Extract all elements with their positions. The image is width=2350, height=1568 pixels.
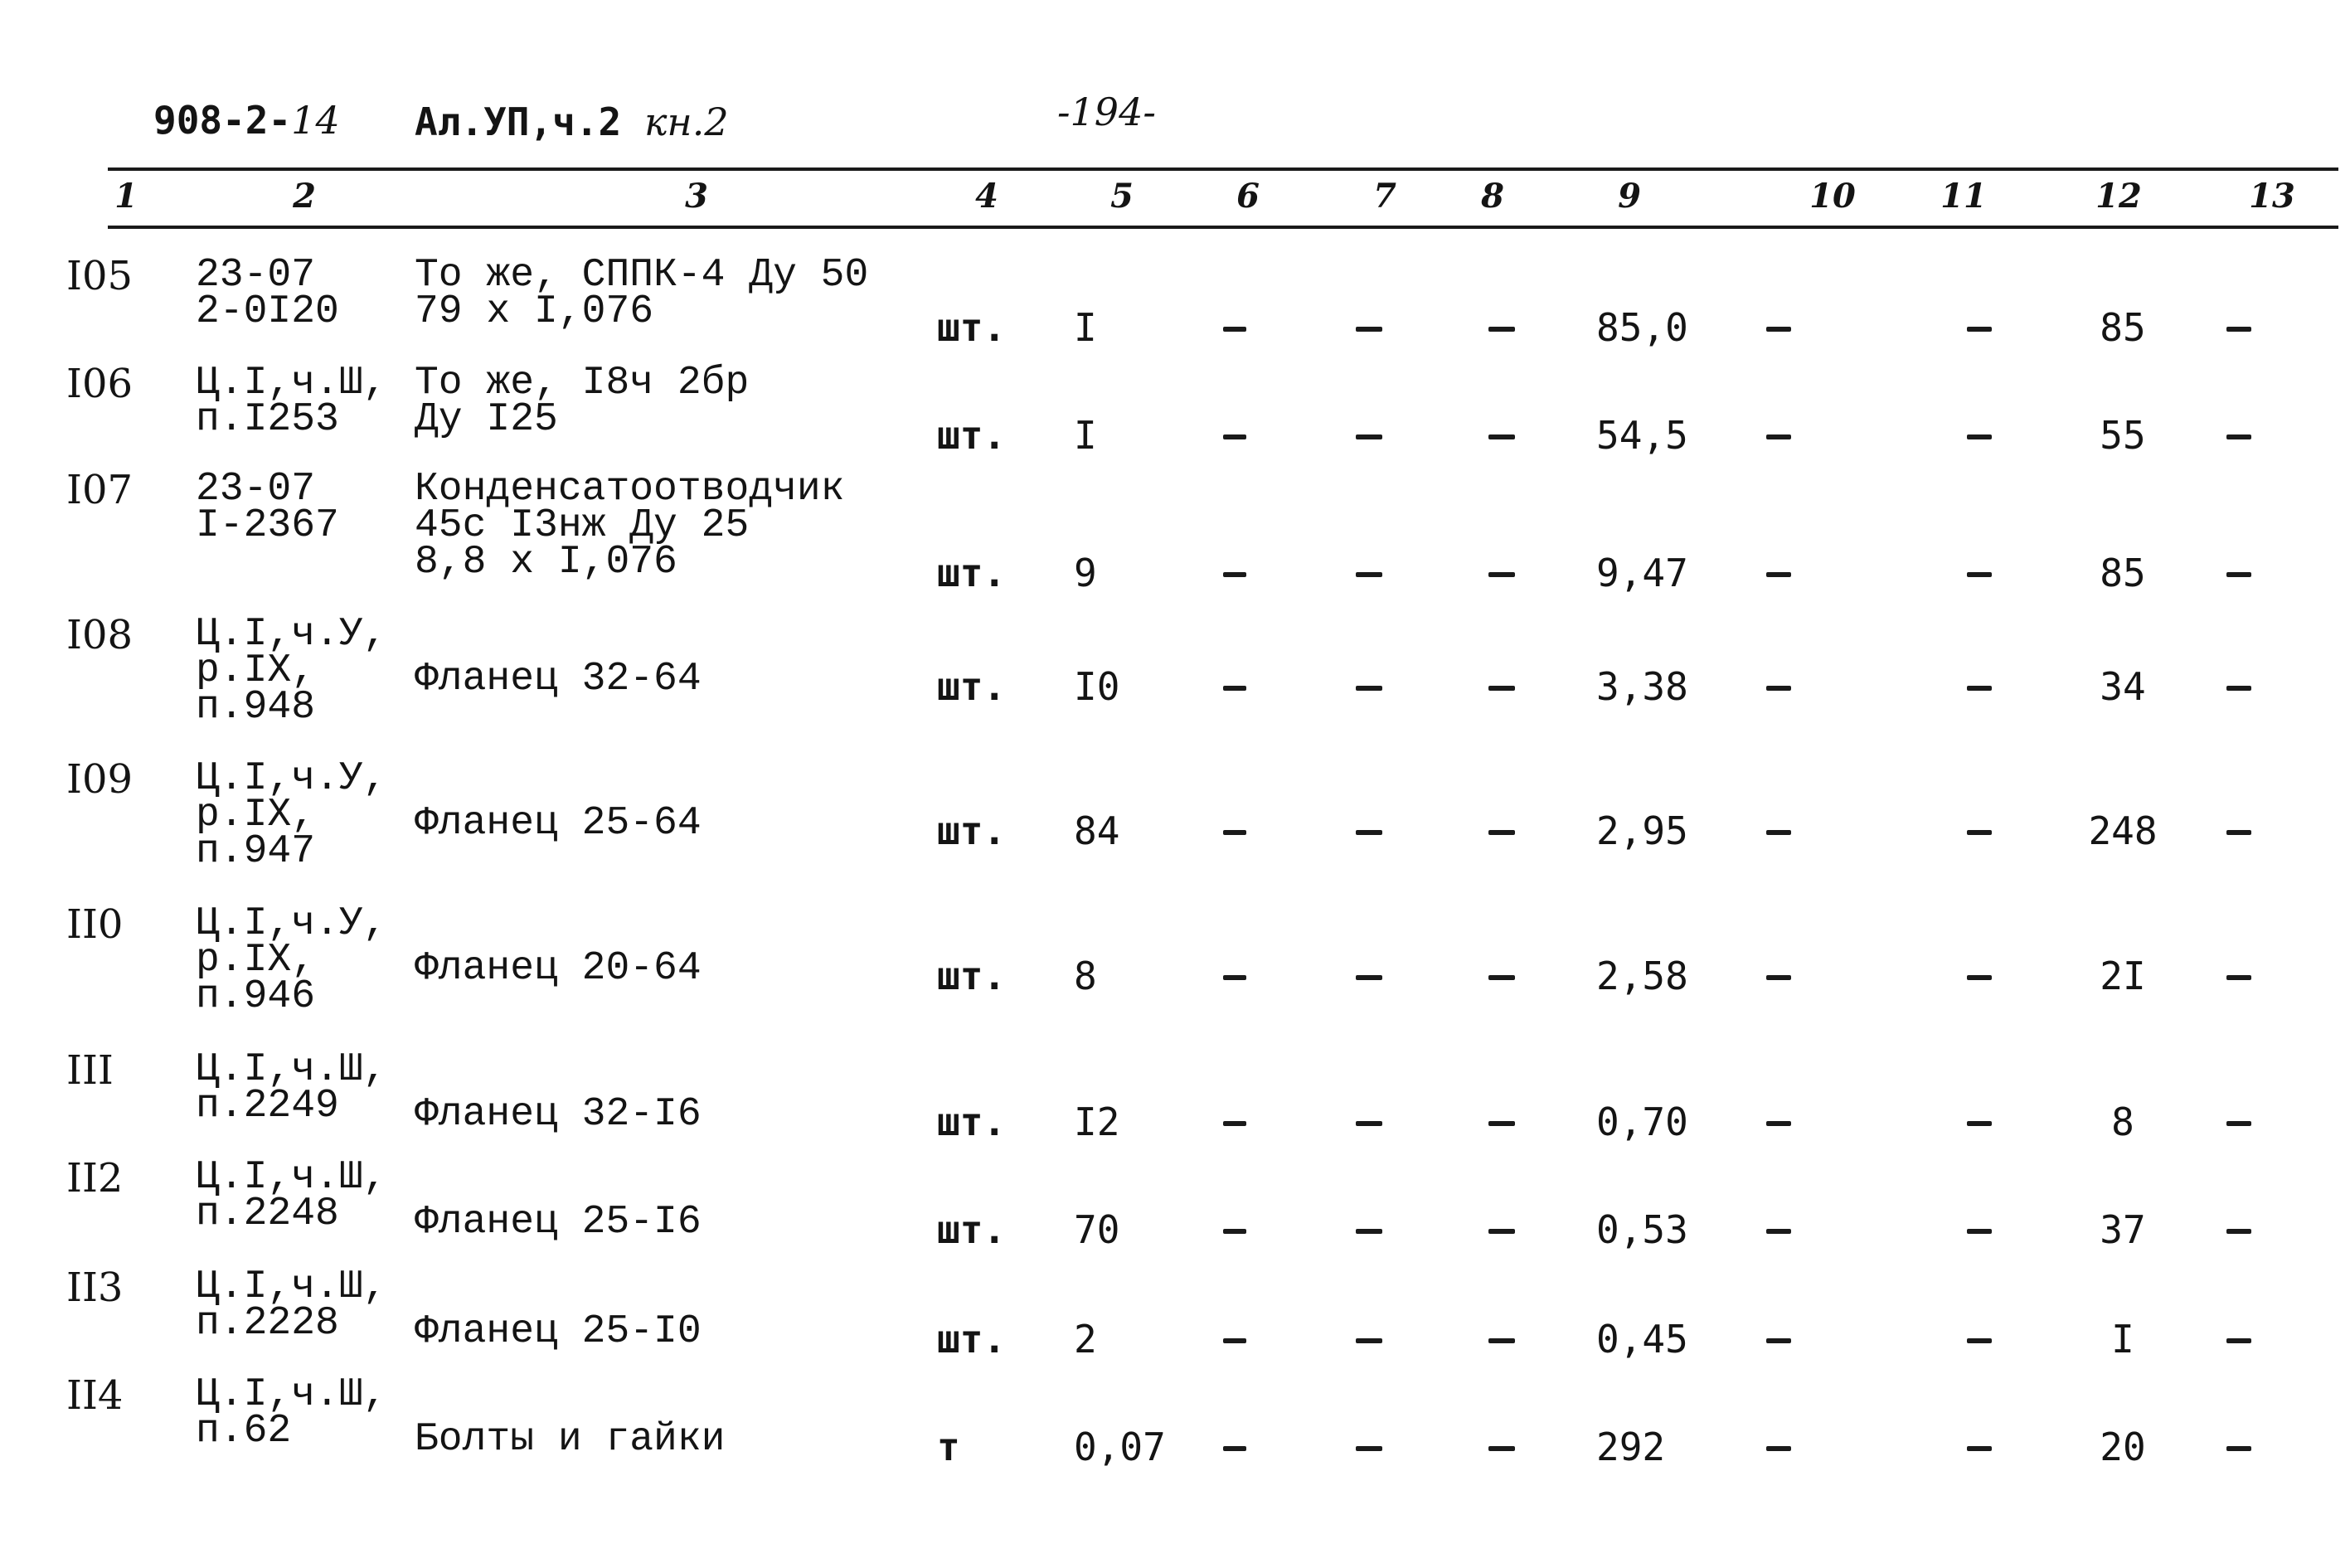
unit-of-measure: шт. xyxy=(937,1207,1007,1252)
price-reference-line: Ц.I,ч.У, xyxy=(196,756,387,801)
price-reference xyxy=(196,1155,387,1236)
price-reference-line: Ц.I,ч.Ш, xyxy=(196,1047,387,1092)
empty-cell-dash xyxy=(1223,1121,1246,1126)
item-name-line: 8,8 х I,076 xyxy=(415,540,677,585)
total-value: 248 xyxy=(2088,808,2158,853)
empty-cell-dash xyxy=(1766,1446,1791,1451)
price-reference-line: 23-07 xyxy=(196,467,316,512)
empty-cell-dash xyxy=(1488,434,1515,439)
unit-of-measure: шт. xyxy=(937,1317,1007,1362)
unit-value: 2,95 xyxy=(1596,808,1688,853)
price-reference-line: Ц.I,ч.У, xyxy=(196,612,387,657)
quantity-value: 0,07 xyxy=(1074,1425,1166,1469)
price-reference xyxy=(196,612,387,730)
item-name-line: 79 х I,076 xyxy=(415,289,654,334)
unit-value: 54,5 xyxy=(1596,413,1688,458)
unit-value: 3,38 xyxy=(1596,664,1688,709)
empty-cell-dash xyxy=(2226,975,2251,980)
price-reference xyxy=(196,361,387,442)
empty-cell-dash xyxy=(1356,975,1382,980)
empty-cell-dash xyxy=(1356,572,1382,577)
quantity-value: 9 xyxy=(1074,551,1097,595)
price-reference-line: 23-07 xyxy=(196,253,316,298)
empty-cell-dash xyxy=(1223,1338,1246,1343)
total-value: 85 xyxy=(2100,305,2146,350)
album-reference xyxy=(415,100,729,144)
item-name-line: Фланец 20-64 xyxy=(415,946,702,991)
empty-cell-dash xyxy=(1766,686,1791,691)
row-index: II3 xyxy=(66,1265,124,1311)
empty-cell-dash xyxy=(1356,1229,1382,1234)
album-reference-handwritten: кн.2 xyxy=(643,100,729,144)
row-index: II2 xyxy=(66,1155,124,1201)
item-name-line: Ду I25 xyxy=(415,397,558,442)
item-name xyxy=(415,946,702,991)
empty-cell-dash xyxy=(1967,572,1992,577)
column-number: 10 xyxy=(1809,177,1856,216)
empty-cell-dash xyxy=(2226,830,2251,835)
price-reference xyxy=(196,756,387,874)
empty-cell-dash xyxy=(1766,1229,1791,1234)
column-number: 12 xyxy=(2095,177,2142,216)
empty-cell-dash xyxy=(1356,686,1382,691)
price-reference-line: п.62 xyxy=(196,1409,292,1454)
page-number: -194- xyxy=(1057,90,1156,134)
empty-cell-dash xyxy=(1223,1229,1246,1234)
column-number: 13 xyxy=(2249,177,2295,216)
empty-cell-dash xyxy=(1766,830,1791,835)
empty-cell-dash xyxy=(2226,1229,2251,1234)
unit-of-measure: шт. xyxy=(937,413,1007,458)
item-name xyxy=(415,361,750,442)
empty-cell-dash xyxy=(1766,434,1791,439)
empty-cell-dash xyxy=(1223,1446,1246,1451)
item-name xyxy=(415,801,702,846)
item-name-line: Фланец 32-I6 xyxy=(415,1092,702,1137)
column-number: 5 xyxy=(1110,177,1134,216)
empty-cell-dash xyxy=(1488,830,1515,835)
unit-value: 0,45 xyxy=(1596,1317,1688,1362)
item-name xyxy=(415,253,869,334)
price-reference-line: п.948 xyxy=(196,685,316,730)
column-number: 9 xyxy=(1618,177,1641,216)
empty-cell-dash xyxy=(1967,434,1992,439)
price-reference-line: Ц.I,ч.Ш, xyxy=(196,1265,387,1309)
price-reference xyxy=(196,901,387,1019)
empty-cell-dash xyxy=(1488,572,1515,577)
item-name xyxy=(415,1092,702,1137)
column-number: 8 xyxy=(1481,177,1504,216)
column-number: 2 xyxy=(293,177,316,216)
empty-cell-dash xyxy=(2226,686,2251,691)
column-number: 3 xyxy=(685,177,708,216)
quantity-value: I xyxy=(1074,305,1097,350)
unit-value: 0,53 xyxy=(1596,1207,1688,1252)
empty-cell-dash xyxy=(1488,327,1515,332)
unit-value: 85,0 xyxy=(1596,305,1688,350)
empty-cell-dash xyxy=(1356,327,1382,332)
item-name-line: Фланец 25-I0 xyxy=(415,1309,702,1354)
empty-cell-dash xyxy=(1223,686,1246,691)
document-code-handwritten: 14 xyxy=(291,98,340,143)
total-value: I xyxy=(2111,1317,2134,1362)
empty-cell-dash xyxy=(1356,434,1382,439)
unit-value: 9,47 xyxy=(1596,551,1688,595)
document-code-typed: 908-2- xyxy=(153,98,292,143)
item-name-line: Фланец 25-I6 xyxy=(415,1200,702,1245)
empty-cell-dash xyxy=(1967,1229,1992,1234)
item-name-line: Фланец 25-64 xyxy=(415,801,702,846)
empty-cell-dash xyxy=(1766,975,1791,980)
empty-cell-dash xyxy=(2226,1446,2251,1451)
empty-cell-dash xyxy=(1488,1229,1515,1234)
quantity-value: 8 xyxy=(1074,954,1097,998)
price-reference xyxy=(196,1265,387,1346)
unit-of-measure: шт. xyxy=(937,305,1007,350)
item-name-line: 45с I3нж Ду 25 xyxy=(415,503,750,548)
price-reference xyxy=(196,467,339,548)
price-reference-line: п.2249 xyxy=(196,1084,339,1129)
empty-cell-dash xyxy=(1967,1121,1992,1126)
price-reference-line: I-2367 xyxy=(196,503,339,548)
price-reference-line: п.946 xyxy=(196,974,316,1019)
row-index: I06 xyxy=(66,361,134,407)
row-index: I07 xyxy=(66,467,134,513)
table-header-rule xyxy=(108,226,2338,229)
column-number: 7 xyxy=(1373,177,1396,216)
empty-cell-dash xyxy=(1356,830,1382,835)
empty-cell-dash xyxy=(1223,434,1246,439)
empty-cell-dash xyxy=(1766,1338,1791,1343)
item-name xyxy=(415,1417,726,1462)
unit-of-measure: шт. xyxy=(937,551,1007,595)
unit-of-measure: шт. xyxy=(937,664,1007,709)
row-index: I05 xyxy=(66,253,134,299)
row-index: I08 xyxy=(66,612,134,658)
total-value: 8 xyxy=(2111,1100,2134,1144)
total-value: 85 xyxy=(2100,551,2146,595)
quantity-value: 70 xyxy=(1074,1207,1120,1252)
price-reference xyxy=(196,1047,387,1129)
empty-cell-dash xyxy=(1356,1446,1382,1451)
empty-cell-dash xyxy=(1766,327,1791,332)
empty-cell-dash xyxy=(1766,1121,1791,1126)
column-number: 11 xyxy=(1940,177,1987,216)
column-number: 6 xyxy=(1236,177,1260,216)
price-reference-line: р.IХ, xyxy=(196,648,316,693)
price-reference-line: 2-0I20 xyxy=(196,289,339,334)
quantity-value: 84 xyxy=(1074,808,1120,853)
total-value: 20 xyxy=(2100,1425,2146,1469)
empty-cell-dash xyxy=(1488,1338,1515,1343)
empty-cell-dash xyxy=(1356,1338,1382,1343)
item-name xyxy=(415,467,845,585)
row-index: III xyxy=(66,1047,114,1094)
empty-cell-dash xyxy=(1223,830,1246,835)
empty-cell-dash xyxy=(1766,572,1791,577)
item-name-line: Фланец 32-64 xyxy=(415,657,702,701)
price-reference-line: р.IХ, xyxy=(196,793,316,837)
quantity-value: I0 xyxy=(1074,664,1120,709)
empty-cell-dash xyxy=(2226,572,2251,577)
total-value: 34 xyxy=(2100,664,2146,709)
total-value: 37 xyxy=(2100,1207,2146,1252)
item-name-line: Конденсатоотводчик xyxy=(415,467,845,512)
quantity-value: I xyxy=(1074,413,1097,458)
item-name-line: То же, СППК-4 Ду 50 xyxy=(415,253,869,298)
empty-cell-dash xyxy=(1488,686,1515,691)
empty-cell-dash xyxy=(1488,975,1515,980)
empty-cell-dash xyxy=(1356,1121,1382,1126)
empty-cell-dash xyxy=(1223,975,1246,980)
empty-cell-dash xyxy=(2226,327,2251,332)
price-reference-line: Ц.I,ч.У, xyxy=(196,901,387,946)
unit-of-measure: шт. xyxy=(937,808,1007,853)
empty-cell-dash xyxy=(1967,327,1992,332)
empty-cell-dash xyxy=(1967,686,1992,691)
table-top-rule xyxy=(108,167,2338,171)
empty-cell-dash xyxy=(1967,1338,1992,1343)
item-name xyxy=(415,657,702,701)
item-name xyxy=(415,1200,702,1245)
price-reference xyxy=(196,253,339,334)
row-index: I09 xyxy=(66,756,134,803)
document-code xyxy=(153,98,340,143)
empty-cell-dash xyxy=(1223,572,1246,577)
item-name xyxy=(415,1309,702,1354)
quantity-value: 2 xyxy=(1074,1317,1097,1362)
empty-cell-dash xyxy=(2226,434,2251,439)
empty-cell-dash xyxy=(2226,1338,2251,1343)
price-reference-line: Ц.I,ч.Ш, xyxy=(196,1155,387,1200)
price-reference-line: п.2228 xyxy=(196,1301,339,1346)
empty-cell-dash xyxy=(1223,327,1246,332)
unit-value: 2,58 xyxy=(1596,954,1688,998)
empty-cell-dash xyxy=(1967,975,1992,980)
price-reference xyxy=(196,1372,387,1454)
item-name-line: То же, I8ч 2бр xyxy=(415,361,750,405)
empty-cell-dash xyxy=(1967,830,1992,835)
unit-of-measure: шт. xyxy=(937,954,1007,998)
unit-value: 0,70 xyxy=(1596,1100,1688,1144)
empty-cell-dash xyxy=(2226,1121,2251,1126)
price-reference-line: р.IХ, xyxy=(196,938,316,983)
empty-cell-dash xyxy=(1488,1121,1515,1126)
total-value: 55 xyxy=(2100,413,2146,458)
price-reference-line: Ц.I,ч.Ш, xyxy=(196,1372,387,1417)
price-reference-line: п.I253 xyxy=(196,397,339,442)
album-reference-typed: Ал.УП,ч.2 xyxy=(415,100,622,144)
unit-value: 292 xyxy=(1596,1425,1666,1469)
row-index: II0 xyxy=(66,901,124,948)
price-reference-line: п.2248 xyxy=(196,1192,339,1236)
column-number: 1 xyxy=(114,177,138,216)
unit-of-measure: т xyxy=(937,1425,960,1469)
column-number: 4 xyxy=(975,177,998,216)
total-value: 2I xyxy=(2100,954,2146,998)
price-reference-line: п.947 xyxy=(196,829,316,874)
quantity-value: I2 xyxy=(1074,1100,1120,1144)
empty-cell-dash xyxy=(1967,1446,1992,1451)
empty-cell-dash xyxy=(1488,1446,1515,1451)
price-reference-line: Ц.I,ч.Ш, xyxy=(196,361,387,405)
item-name-line: Болты и гайки xyxy=(415,1417,726,1462)
row-index: II4 xyxy=(66,1372,124,1419)
unit-of-measure: шт. xyxy=(937,1100,1007,1144)
